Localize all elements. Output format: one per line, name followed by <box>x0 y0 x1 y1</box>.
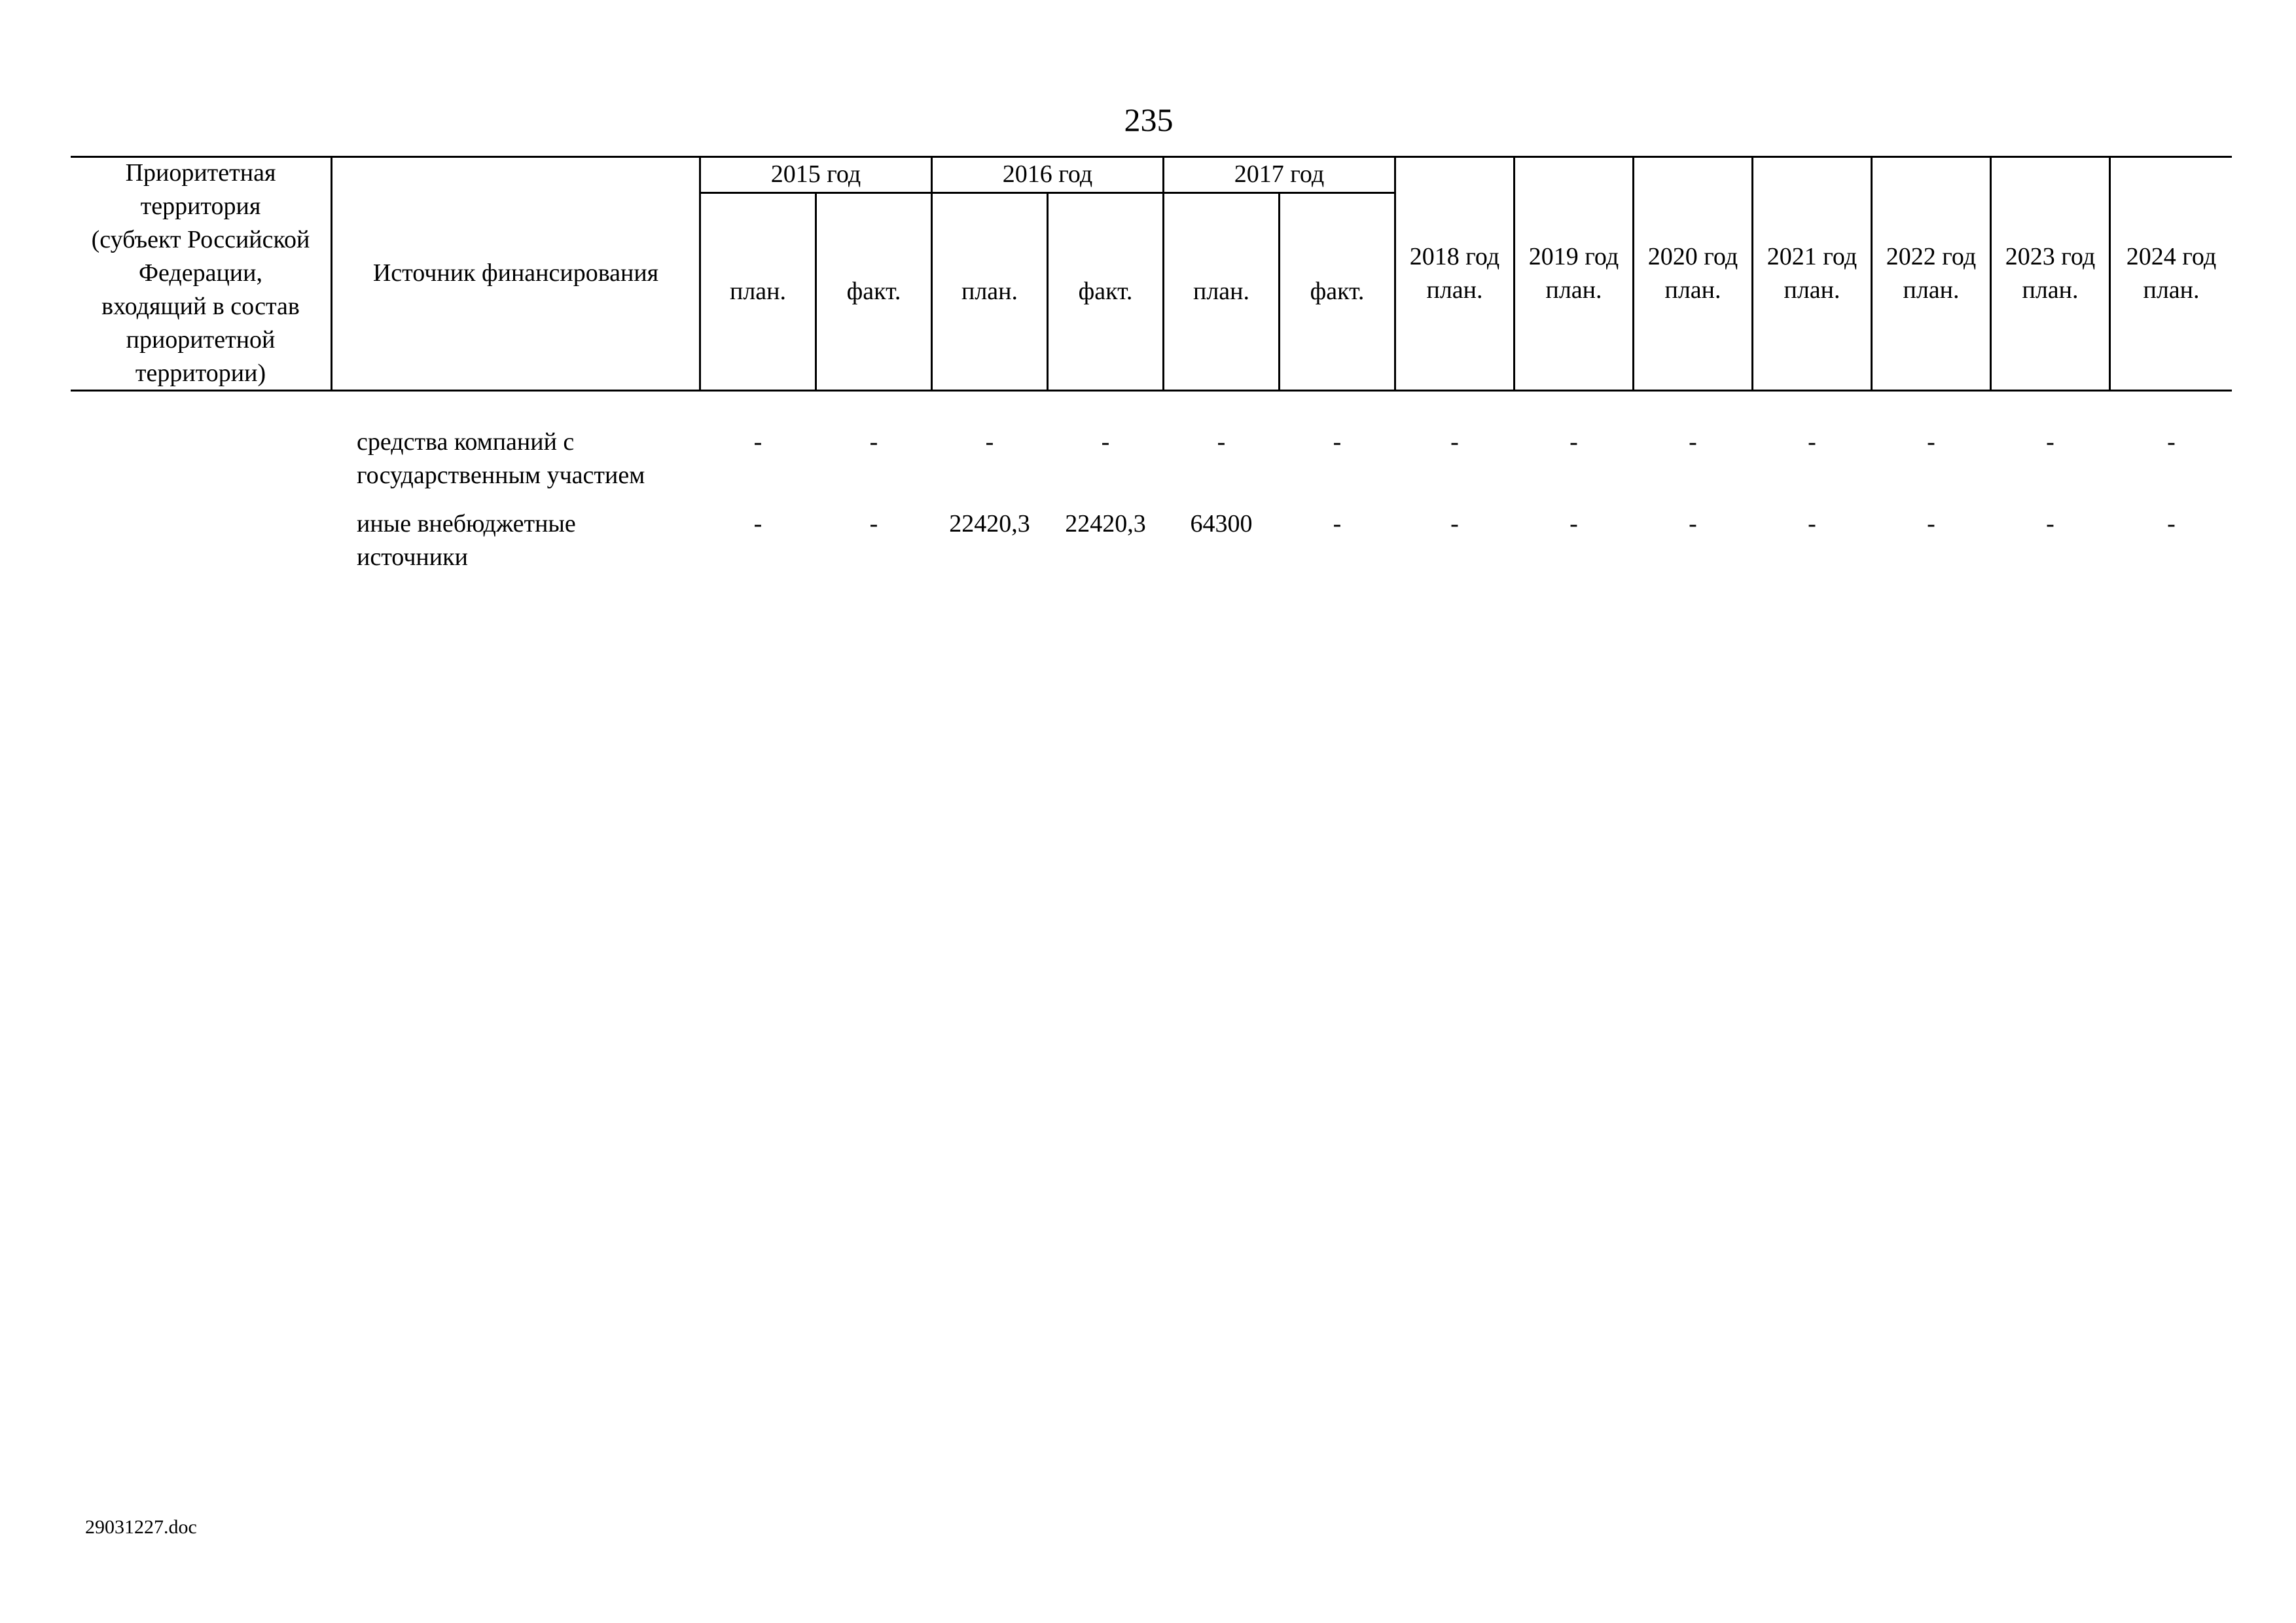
header-sub-fact: факт. <box>846 278 901 305</box>
row-value: 22420,3 <box>1065 510 1146 538</box>
row-value: - <box>2167 428 2176 456</box>
header-plan-year-label: 2023 год <box>2005 242 2096 270</box>
row-source <box>357 426 645 492</box>
header-plan-year-label: 2022 год <box>1886 242 1977 270</box>
row-source-line: государственным участием <box>357 462 645 489</box>
header-source-label: Источник финансирования <box>372 259 659 287</box>
row-value: 22420,3 <box>949 510 1030 538</box>
footer-filename: 29031227.doc <box>85 1516 197 1538</box>
header-territory-line: Федерации, <box>139 259 262 287</box>
header-sub-plan: план. <box>729 278 786 305</box>
row-value: - <box>2046 428 2054 456</box>
row-value: - <box>1689 428 1697 456</box>
header-territory-line: входящий в состав <box>101 293 300 320</box>
row-value: - <box>1570 510 1578 538</box>
row-value: - <box>2046 510 2054 538</box>
header-source <box>332 157 699 390</box>
row-value: - <box>869 428 878 456</box>
header-plan-year <box>1396 157 1513 390</box>
header-plan-label: план. <box>1903 276 1960 304</box>
row-value: - <box>1333 510 1342 538</box>
row-value: - <box>753 428 762 456</box>
row-value: - <box>2167 510 2176 538</box>
header-year-2017: 2017 год <box>1234 160 1325 188</box>
header-year-2015: 2015 год <box>770 160 861 188</box>
row-value: - <box>1808 428 1816 456</box>
header-bottom-border <box>71 390 2232 392</box>
row-value: - <box>1450 428 1459 456</box>
header-territory-line: территория <box>140 192 261 220</box>
header-plan-label: план. <box>1784 276 1840 304</box>
row-source <box>357 507 576 574</box>
header-plan-year <box>2111 157 2232 390</box>
row-value: - <box>1217 428 1226 456</box>
header-plan-label: план. <box>2022 276 2079 304</box>
row-value: - <box>869 510 878 538</box>
row-value: - <box>1101 428 1110 456</box>
header-plan-label: план. <box>2143 276 2200 304</box>
header-plan-year-label: 2024 год <box>2126 242 2217 270</box>
header-year-2016: 2016 год <box>1002 160 1093 188</box>
header-territory <box>71 157 331 390</box>
header-territory-line: Приоритетная <box>125 159 276 187</box>
row-value: - <box>1927 510 1935 538</box>
header-plan-year-label: 2019 год <box>1528 242 1619 270</box>
row-value: - <box>1450 510 1459 538</box>
header-plan-year <box>1634 157 1751 390</box>
header-plan-year <box>1873 157 1990 390</box>
header-sub-plan: план. <box>1193 278 1249 305</box>
row-value: - <box>753 510 762 538</box>
header-territory-line: территории) <box>135 359 266 387</box>
header-plan-year-label: 2021 год <box>1767 242 1857 270</box>
page-number: 235 <box>1124 101 1174 138</box>
row-value: - <box>985 428 994 456</box>
row-source-line: иные внебюджетные <box>357 510 576 538</box>
row-value: - <box>1333 428 1342 456</box>
row-value: - <box>1570 428 1578 456</box>
header-plan-year <box>1992 157 2109 390</box>
header-sub-fact: факт. <box>1078 278 1133 305</box>
row-value: 64300 <box>1190 510 1253 538</box>
row-value: - <box>1808 510 1816 538</box>
row-source-line: источники <box>357 543 468 571</box>
row-source-line: средства компаний с <box>357 428 575 456</box>
header-territory-line: приоритетной <box>126 326 276 354</box>
header-plan-year <box>1753 157 1871 390</box>
header-territory-line: (субъект Российской <box>91 226 310 253</box>
header-sub-fact: факт. <box>1310 278 1365 305</box>
header-plan-year-label: 2018 год <box>1409 242 1500 270</box>
row-value: - <box>1927 428 1935 456</box>
row-value: - <box>1689 510 1697 538</box>
header-sub-plan: план. <box>961 278 1018 305</box>
header-plan-label: план. <box>1545 276 1602 304</box>
header-plan-label: план. <box>1664 276 1721 304</box>
header-plan-year-label: 2020 год <box>1647 242 1738 270</box>
header-plan-year <box>1515 157 1632 390</box>
header-plan-label: план. <box>1426 276 1483 304</box>
